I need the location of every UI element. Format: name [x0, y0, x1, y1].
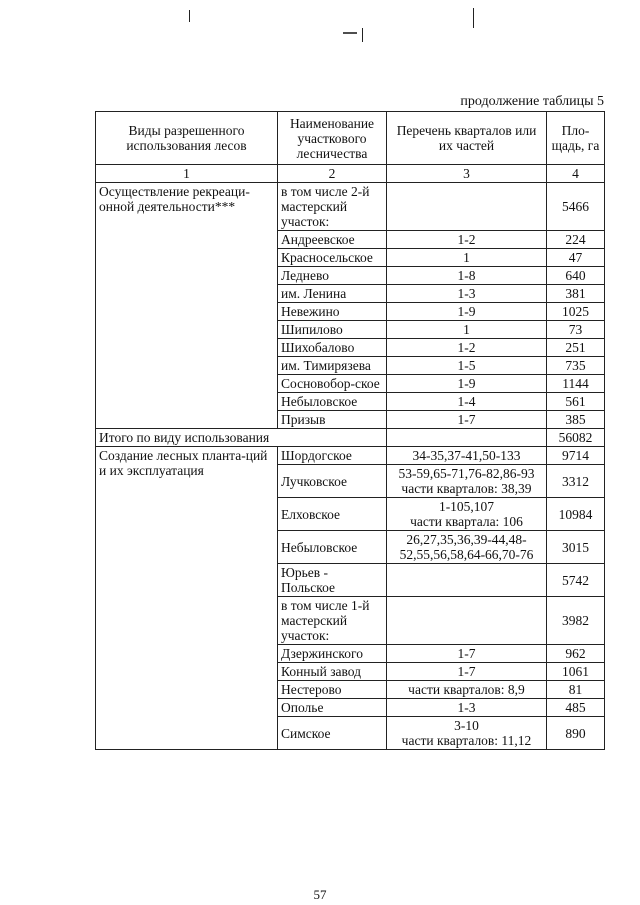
area-cell: 73	[547, 321, 605, 339]
column-number: 3	[387, 165, 547, 183]
quarters-cell: 3-10 части кварталов: 11,12	[387, 717, 547, 750]
forestry-name: Дзержинского	[278, 645, 387, 663]
area-cell: 3982	[547, 597, 605, 645]
table-row	[96, 447, 605, 465]
scan-mark	[362, 28, 363, 42]
quarters-cell: части кварталов: 8,9	[387, 681, 547, 699]
forestry-name: им. Тимирязева	[278, 357, 387, 375]
quarters-cell: 1-5	[387, 357, 547, 375]
forestry-name: Шихобалово	[278, 339, 387, 357]
scan-marks	[0, 0, 640, 60]
area-cell: 1144	[547, 375, 605, 393]
quarters-cell: 1-9	[387, 303, 547, 321]
forestry-name: Шордогское	[278, 447, 387, 465]
quarters-cell	[387, 183, 547, 231]
use-type-cell: Осуществление рекреаци-онной деятельности***	[96, 183, 278, 429]
total-quarters-empty	[387, 429, 547, 447]
quarters-cell: 1-9	[387, 375, 547, 393]
quarters-cell	[387, 597, 547, 645]
quarters-cell	[387, 564, 547, 597]
total-row	[96, 429, 605, 447]
quarters-cell: 1	[387, 321, 547, 339]
forestry-name: в том числе 1-й мастерский участок:	[278, 597, 387, 645]
area-cell: 735	[547, 357, 605, 375]
table-caption: продолжение таблицы 5	[460, 94, 604, 109]
area-cell: 3015	[547, 531, 605, 564]
quarters-cell: 1-4	[387, 393, 547, 411]
forestry-name: Симское	[278, 717, 387, 750]
area-cell: 251	[547, 339, 605, 357]
quarters-cell: 1-3	[387, 285, 547, 303]
forestry-name: Елховское	[278, 498, 387, 531]
area-cell: 381	[547, 285, 605, 303]
forestry-name: Нестерово	[278, 681, 387, 699]
quarters-cell: 26,27,35,36,39-44,48-52,55,56,58,64-66,70-76	[387, 531, 547, 564]
quarters-cell: 1-7	[387, 663, 547, 681]
forestry-name: Леднево	[278, 267, 387, 285]
forestry-name: Андреевское	[278, 231, 387, 249]
page-number: 57	[313, 887, 327, 902]
forestry-name: Конный завод	[278, 663, 387, 681]
area-cell: 5742	[547, 564, 605, 597]
quarters-cell: 1-7	[387, 645, 547, 663]
column-number-row	[96, 165, 605, 183]
area-cell: 81	[547, 681, 605, 699]
area-cell: 890	[547, 717, 605, 750]
quarters-cell: 1-105,107 части квартала: 106	[387, 498, 547, 531]
quarters-cell: 1-3	[387, 699, 547, 717]
area-cell: 5466	[547, 183, 605, 231]
area-cell: 224	[547, 231, 605, 249]
use-type-cell: Создание лесных планта-ций и их эксплуатация	[96, 447, 278, 750]
area-cell: 385	[547, 411, 605, 429]
column-number: 4	[547, 165, 605, 183]
area-cell: 3312	[547, 465, 605, 498]
header-row	[96, 112, 605, 165]
total-area: 56082	[547, 429, 605, 447]
forestry-name: им. Ленина	[278, 285, 387, 303]
area-cell: 485	[547, 699, 605, 717]
scan-mark	[189, 10, 190, 22]
forestry-name: Ополье	[278, 699, 387, 717]
forestry-name: Призыв	[278, 411, 387, 429]
quarters-cell: 1-2	[387, 231, 547, 249]
scan-mark	[473, 8, 474, 28]
allowed-use-table	[95, 111, 605, 750]
total-label: Итого по виду использования	[96, 429, 387, 447]
table-row	[96, 183, 605, 231]
scan-mark	[343, 32, 357, 34]
forestry-name: в том числе 2-й мастерский участок:	[278, 183, 387, 231]
header-quarters: Перечень кварталов или их частей	[387, 112, 547, 165]
area-cell: 640	[547, 267, 605, 285]
area-cell: 962	[547, 645, 605, 663]
column-number: 1	[96, 165, 278, 183]
forestry-name: Лучковское	[278, 465, 387, 498]
header-forestry: Наименование участкового лесничества	[278, 112, 387, 165]
forestry-name: Юрьев - Польское	[278, 564, 387, 597]
quarters-cell: 1-2	[387, 339, 547, 357]
quarters-cell: 1	[387, 249, 547, 267]
forestry-name: Сосновобор-ское	[278, 375, 387, 393]
area-cell: 1025	[547, 303, 605, 321]
area-cell: 1061	[547, 663, 605, 681]
area-cell: 561	[547, 393, 605, 411]
forestry-name: Невежино	[278, 303, 387, 321]
column-number: 2	[278, 165, 387, 183]
forestry-name: Небыловское	[278, 531, 387, 564]
quarters-cell: 1-8	[387, 267, 547, 285]
quarters-cell: 34-35,37-41,50-133	[387, 447, 547, 465]
area-cell: 9714	[547, 447, 605, 465]
area-cell: 10984	[547, 498, 605, 531]
forestry-name: Шипилово	[278, 321, 387, 339]
quarters-cell: 1-7	[387, 411, 547, 429]
header-use-type: Виды разрешенного использования лесов	[96, 112, 278, 165]
forestry-name: Красносельское	[278, 249, 387, 267]
header-area: Пло-щадь, га	[547, 112, 605, 165]
quarters-cell: 53-59,65-71,76-82,86-93 части кварталов: 38,39	[387, 465, 547, 498]
area-cell: 47	[547, 249, 605, 267]
forestry-name: Небыловское	[278, 393, 387, 411]
